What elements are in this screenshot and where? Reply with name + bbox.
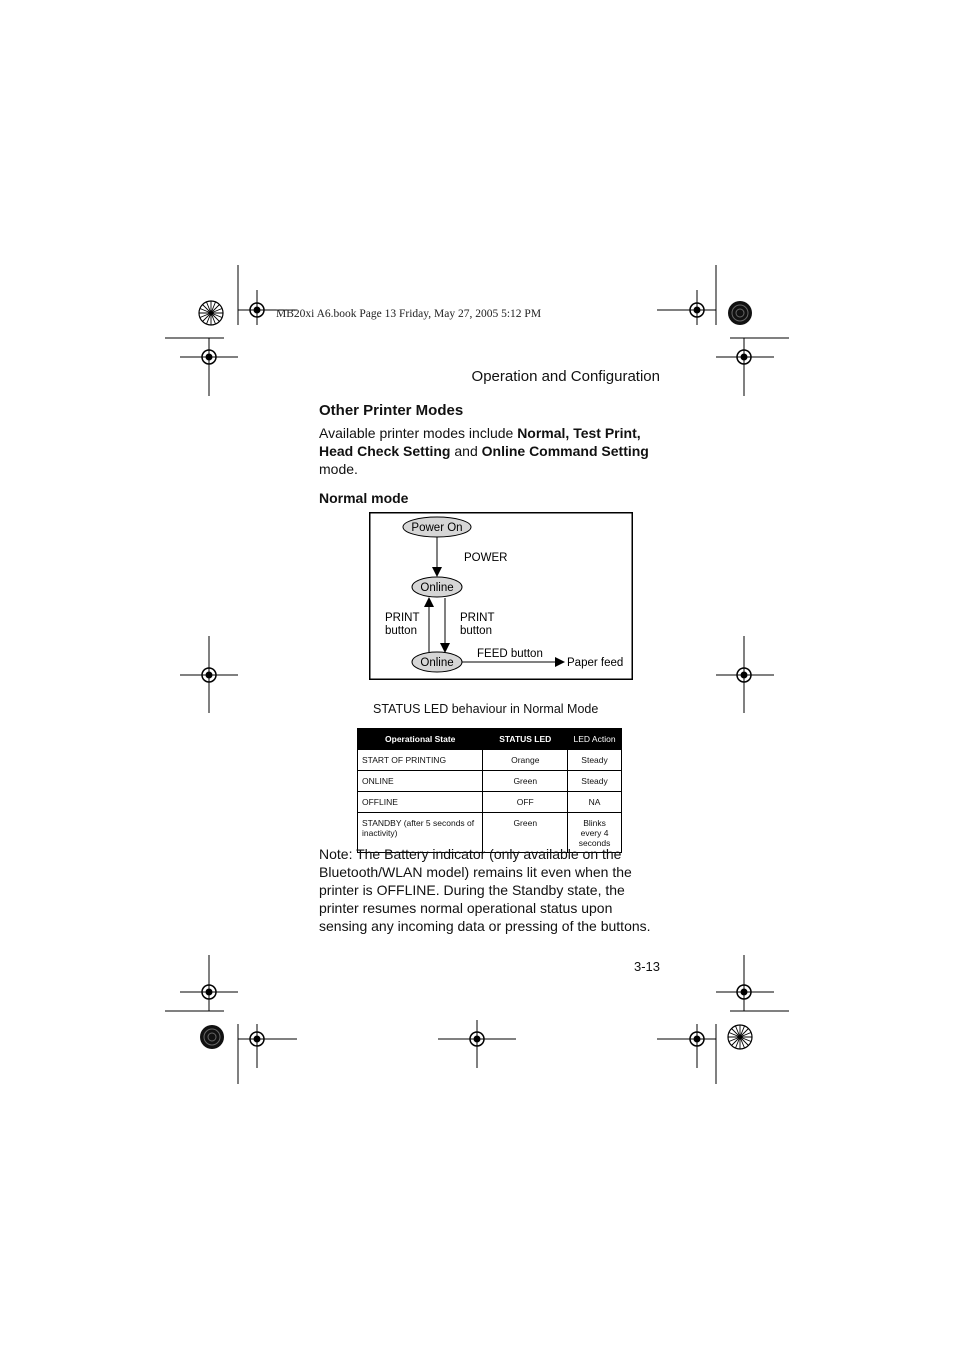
status-led-table xyxy=(357,728,622,853)
header-led-action: LED Action xyxy=(568,729,622,750)
label-paper-feed: Paper feed xyxy=(567,657,624,669)
intro-text-2: and xyxy=(450,443,482,459)
cell-state: STANDBY (after 5 seconds of inactivity) xyxy=(358,813,483,853)
intro-bold-1: Normal, Test Print, Head Check Setting xyxy=(319,425,641,459)
node-online-bottom-label: Online xyxy=(420,657,454,669)
label-print-left-2: button xyxy=(385,625,417,637)
intro-bold-2: Online Command Setting xyxy=(481,443,649,459)
cell-action: Steady xyxy=(568,771,622,792)
label-print-right-1: PRINT xyxy=(460,612,495,624)
normal-mode-diagram xyxy=(369,512,633,680)
page-number: 3-13 xyxy=(633,959,660,974)
node-online-top-label: Online xyxy=(420,582,454,594)
header-operational-state: Operational State xyxy=(358,729,483,750)
book-slug: MB20xi A6.book Page 13 Friday, May 27, 2005 5:12 PM xyxy=(276,308,542,320)
table-row xyxy=(358,750,622,771)
cell-led: Green xyxy=(483,771,568,792)
header-status-led: STATUS LED xyxy=(483,729,568,750)
label-power: POWER xyxy=(464,552,508,564)
cell-led: Green xyxy=(483,813,568,853)
table-header-row xyxy=(358,729,622,750)
cell-state: OFFLINE xyxy=(358,792,483,813)
cell-action: NA xyxy=(568,792,622,813)
cell-state: START OF PRINTING xyxy=(358,750,483,771)
running-head: Operation and Configuration xyxy=(471,368,660,385)
cell-action: Blinks every 4 seconds xyxy=(568,813,622,853)
intro-text-1: Available printer modes include xyxy=(319,425,518,441)
table-caption: STATUS LED behaviour in Normal Mode xyxy=(373,702,599,716)
cell-led: Orange xyxy=(483,750,568,771)
label-feed: FEED button xyxy=(477,648,543,660)
table-row xyxy=(358,771,622,792)
label-print-right-2: button xyxy=(460,625,492,637)
table-row xyxy=(358,792,622,813)
label-print-left-1: PRINT xyxy=(385,612,420,624)
subhead-normal-mode: Normal mode xyxy=(319,490,409,506)
node-power-on-label: Power On xyxy=(411,522,463,534)
cell-action: Steady xyxy=(568,750,622,771)
note-paragraph: Note: The Battery indicator (only available on the Bluetooth/WLAN model) remains lit even when the printer is OFFLINE. During the Standby state, the printer resumes normal operational status upon sensing any incoming data or pressing of the buttons. xyxy=(319,846,651,934)
cell-state: ONLINE xyxy=(358,771,483,792)
intro-text-3: mode. xyxy=(319,461,358,477)
section-title: Other Printer Modes xyxy=(319,402,464,419)
intro-paragraph xyxy=(319,424,664,478)
cell-led: OFF xyxy=(483,792,568,813)
